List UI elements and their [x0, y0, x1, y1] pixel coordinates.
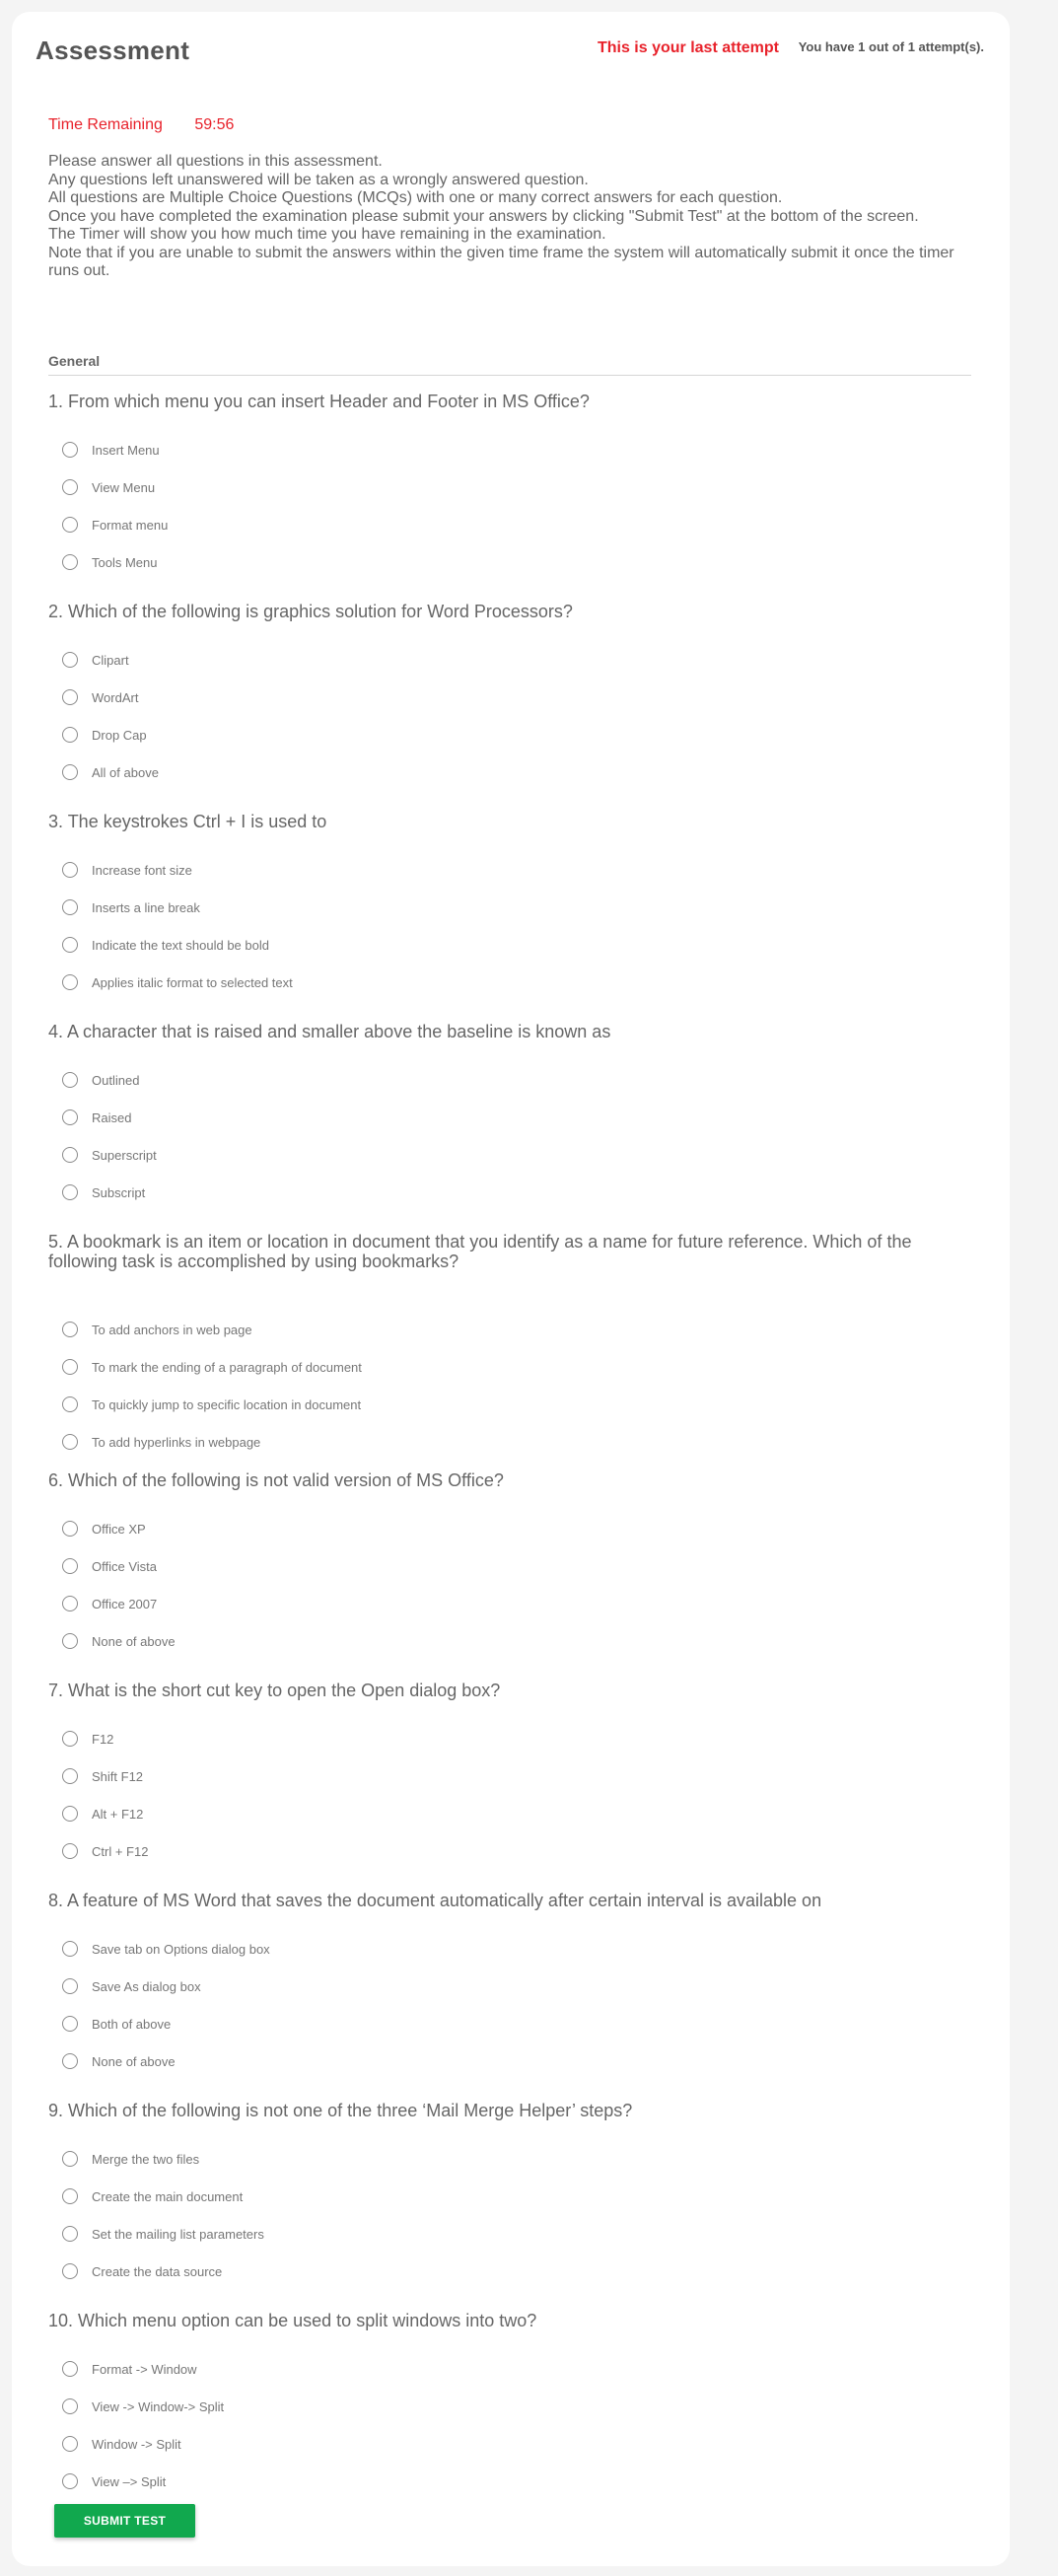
- radio-button[interactable]: [62, 1147, 78, 1163]
- question-text: 7. What is the short cut key to open the Open dialog box?: [48, 1681, 501, 1700]
- answer-option[interactable]: [62, 2433, 181, 2455]
- answer-option[interactable]: [62, 2396, 224, 2417]
- answer-option[interactable]: [62, 1803, 143, 1825]
- answer-option[interactable]: [62, 971, 293, 993]
- radio-button[interactable]: [62, 1843, 78, 1859]
- answer-option-label: View -> Window-> Split: [92, 2398, 225, 2414]
- answer-option[interactable]: [62, 2223, 264, 2245]
- answer-option[interactable]: [62, 1938, 270, 1960]
- question-2: [48, 602, 975, 780]
- answer-option[interactable]: [62, 2260, 222, 2282]
- radio-button[interactable]: [62, 1978, 78, 1994]
- question-text: 5. A bookmark is an item or location in document that you identify as a name for future reference. Which of the following task is accomplished by using bookmarks?: [48, 1232, 912, 1271]
- question-9: [48, 2101, 975, 2279]
- answer-option-label: Outlined: [92, 1072, 140, 1088]
- radio-button[interactable]: [62, 2016, 78, 2032]
- radio-button[interactable]: [62, 479, 78, 495]
- answer-option-label: Set the mailing list parameters: [92, 2226, 264, 2242]
- question-5: [48, 1232, 975, 1450]
- radio-button[interactable]: [62, 2436, 78, 2452]
- answer-option-label: F12: [92, 1731, 114, 1747]
- answer-option-label: Increase font size: [92, 862, 192, 878]
- answer-option-label: Ctrl + F12: [92, 1843, 149, 1859]
- question-3: [48, 812, 975, 990]
- answer-option[interactable]: [62, 1069, 139, 1091]
- answer-option-label: WordArt: [92, 689, 139, 705]
- radio-button[interactable]: [62, 517, 78, 533]
- answer-option-label: Tools Menu: [92, 554, 158, 570]
- answer-option[interactable]: [62, 1518, 146, 1539]
- answer-option-label: Office XP: [92, 1521, 146, 1537]
- answer-option[interactable]: [62, 1394, 361, 1415]
- answer-option-label: Save tab on Options dialog box: [92, 1941, 270, 1957]
- attempt-count: You have 1 out of 1 attempt(s).: [798, 39, 984, 54]
- radio-button[interactable]: [62, 1633, 78, 1649]
- radio-button[interactable]: [62, 899, 78, 915]
- answer-option[interactable]: [62, 2148, 199, 2170]
- section-title: General: [48, 353, 101, 369]
- answer-option-label: None of above: [92, 2053, 176, 2069]
- answer-option[interactable]: [62, 761, 159, 783]
- radio-button[interactable]: [62, 937, 78, 953]
- answer-option-label: Both of above: [92, 2016, 172, 2032]
- radio-button[interactable]: [62, 862, 78, 878]
- answer-option-label: Drop Cap: [92, 727, 147, 743]
- answer-option[interactable]: [62, 2470, 166, 2492]
- answer-option-label: Shift F12: [92, 1768, 144, 1784]
- timer: [48, 116, 234, 134]
- answer-option[interactable]: [62, 1593, 157, 1614]
- answer-option-label: To add anchors in web page: [92, 1322, 252, 1337]
- radio-button[interactable]: [62, 1184, 78, 1200]
- radio-button[interactable]: [62, 764, 78, 780]
- radio-button[interactable]: [62, 1072, 78, 1088]
- instruction-line: Once you have completed the examination please submit your answers by clicking "Submit Test" at the bottom of the screen.: [48, 207, 919, 225]
- answer-option[interactable]: [62, 1144, 157, 1166]
- answer-option[interactable]: [62, 1728, 113, 1750]
- answer-option-label: To mark the ending of a paragraph of document: [92, 1359, 362, 1375]
- radio-button[interactable]: [62, 1731, 78, 1747]
- answer-option-label: Merge the two files: [92, 2151, 200, 2167]
- radio-button[interactable]: [62, 1941, 78, 1957]
- answer-option-label: To add hyperlinks in webpage: [92, 1434, 261, 1450]
- answer-option[interactable]: [62, 1630, 176, 1652]
- question-7: [48, 1681, 975, 1859]
- answer-option-label: Subscript: [92, 1184, 146, 1200]
- instruction-line: Please answer all questions in this assessment.: [48, 153, 383, 170]
- radio-button[interactable]: [62, 442, 78, 458]
- radio-button[interactable]: [62, 1359, 78, 1375]
- answer-option[interactable]: [62, 1765, 143, 1787]
- answer-option-label: Inserts a line break: [92, 899, 200, 915]
- answer-option-label: View Menu: [92, 479, 156, 495]
- answer-option[interactable]: [62, 439, 160, 461]
- radio-button[interactable]: [62, 1806, 78, 1822]
- answer-option-label: View –> Split: [92, 2473, 167, 2489]
- answer-option-label: Clipart: [92, 652, 129, 668]
- answer-option-label: All of above: [92, 764, 159, 780]
- radio-button[interactable]: [62, 2473, 78, 2489]
- radio-button[interactable]: [62, 1322, 78, 1337]
- last-attempt-notice: This is your last attempt: [597, 39, 779, 56]
- instruction-line: All questions are Multiple Choice Questions (MCQs) with one or many correct answers for each question.: [48, 189, 783, 206]
- radio-button[interactable]: [62, 2151, 78, 2167]
- answer-option[interactable]: [62, 896, 200, 918]
- timer-value: 59:56: [194, 116, 235, 133]
- answer-option[interactable]: [62, 476, 155, 498]
- answer-option[interactable]: [62, 724, 147, 746]
- radio-button[interactable]: [62, 652, 78, 668]
- answer-option[interactable]: [62, 649, 129, 671]
- answer-option-label: Office Vista: [92, 1558, 157, 1574]
- answer-option[interactable]: [62, 686, 138, 708]
- question-text: 3. The keystrokes Ctrl + I is used to: [48, 812, 327, 831]
- answer-option-label: Alt + F12: [92, 1806, 144, 1822]
- radio-button[interactable]: [62, 1558, 78, 1574]
- radio-button[interactable]: [62, 1396, 78, 1412]
- question-text: 9. Which of the following is not one of the three ‘Mail Merge Helper’ steps?: [48, 2101, 633, 2120]
- page-title: Assessment: [35, 36, 190, 65]
- answer-option-label: Window -> Split: [92, 2436, 181, 2452]
- instruction-line: The Timer will show you how much time you have remaining in the examination.: [48, 226, 606, 243]
- submit-test-button[interactable]: SUBMIT TEST: [54, 2504, 195, 2538]
- answer-option-label: Superscript: [92, 1147, 157, 1163]
- answer-option[interactable]: [62, 1319, 252, 1340]
- question-text: 6. Which of the following is not valid version of MS Office?: [48, 1470, 504, 1490]
- radio-button[interactable]: [62, 554, 78, 570]
- radio-button[interactable]: [62, 2263, 78, 2279]
- answer-option-label: Office 2007: [92, 1596, 158, 1611]
- radio-button[interactable]: [62, 727, 78, 743]
- answer-option-label: Indicate the text should be bold: [92, 937, 269, 953]
- answer-option-label: Save As dialog box: [92, 1978, 201, 1994]
- question-text: 10. Which menu option can be used to split windows into two?: [48, 2311, 537, 2330]
- answer-option-label: Insert Menu: [92, 442, 160, 458]
- question-text: 4. A character that is raised and smaller above the baseline is known as: [48, 1022, 611, 1041]
- radio-button[interactable]: [62, 1596, 78, 1611]
- assessment-card: [12, 12, 1010, 2566]
- radio-button[interactable]: [62, 1109, 78, 1125]
- radio-button[interactable]: [62, 689, 78, 705]
- instruction-line: Note that if you are unable to submit the answers within the given time frame the system will automatically submit it once the timer runs out.: [48, 244, 954, 279]
- answer-option-label: Raised: [92, 1109, 132, 1125]
- question-6: [48, 1470, 975, 1649]
- question-8: [48, 1891, 975, 2069]
- answer-option[interactable]: [62, 1181, 145, 1203]
- instructions: [48, 153, 975, 281]
- answer-option[interactable]: [62, 2185, 243, 2207]
- radio-button[interactable]: [62, 1521, 78, 1537]
- answer-option[interactable]: [62, 934, 269, 956]
- question-text: 8. A feature of MS Word that saves the document automatically after certain interval is available on: [48, 1891, 822, 1910]
- answer-option[interactable]: [62, 514, 168, 536]
- question-10: [48, 2311, 975, 2489]
- answer-option-label: None of above: [92, 1633, 176, 1649]
- answer-option[interactable]: [62, 1840, 148, 1862]
- answer-option[interactable]: [62, 1107, 131, 1128]
- radio-button[interactable]: [62, 2226, 78, 2242]
- answer-option[interactable]: [62, 1975, 201, 1997]
- answer-option[interactable]: [62, 1555, 157, 1577]
- instruction-line: Any questions left unanswered will be taken as a wrongly answered question.: [48, 171, 589, 188]
- answer-option[interactable]: [62, 2013, 171, 2035]
- question-4: [48, 1022, 975, 1200]
- answer-option-label: Format menu: [92, 517, 169, 533]
- question-text: 1. From which menu you can insert Header and Footer in MS Office?: [48, 392, 590, 411]
- answer-option[interactable]: [62, 2358, 197, 2380]
- timer-label: Time Remaining: [48, 116, 163, 133]
- answer-option[interactable]: [62, 1431, 260, 1453]
- radio-button[interactable]: [62, 1768, 78, 1784]
- answer-option[interactable]: [62, 551, 157, 573]
- radio-button[interactable]: [62, 2188, 78, 2204]
- question-text: 2. Which of the following is graphics solution for Word Processors?: [48, 602, 573, 621]
- answer-option-label: Create the data source: [92, 2263, 223, 2279]
- radio-button[interactable]: [62, 2053, 78, 2069]
- section-divider: [48, 375, 971, 376]
- answer-option-label: To quickly jump to specific location in document: [92, 1396, 362, 1412]
- answer-option[interactable]: [62, 1356, 362, 1378]
- radio-button[interactable]: [62, 2361, 78, 2377]
- answer-option[interactable]: [62, 2050, 176, 2072]
- answer-option[interactable]: [62, 859, 192, 881]
- answer-option-label: Applies italic format to selected text: [92, 974, 293, 990]
- answer-option-label: Create the main document: [92, 2188, 244, 2204]
- question-1: [48, 392, 975, 570]
- radio-button[interactable]: [62, 1434, 78, 1450]
- answer-option-label: Format -> Window: [92, 2361, 197, 2377]
- radio-button[interactable]: [62, 974, 78, 990]
- radio-button[interactable]: [62, 2398, 78, 2414]
